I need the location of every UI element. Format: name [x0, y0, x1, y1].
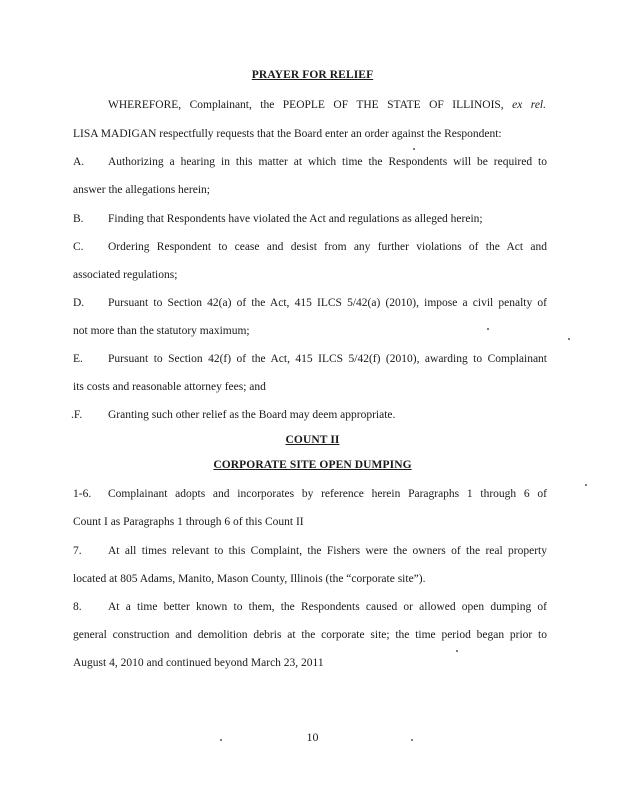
count-paragraph-7-continuation: located at 805 Adams, Manito, Mason County, Illinois (the “corporate site”).: [73, 573, 426, 585]
prayer-item-text: Finding that Respondents have violated the Act and regulations as alleged herein;: [108, 213, 483, 225]
prayer-item-label: .F.: [71, 409, 83, 421]
page-number: 10: [306, 730, 319, 744]
prayer-for-relief-heading: PRAYER FOR RELIEF: [251, 69, 374, 81]
prayer-item-b: [73, 212, 547, 226]
prayer-item-e: [73, 352, 547, 366]
prayer-item-f: [71, 408, 545, 422]
count-paragraph-1-6: [73, 487, 547, 501]
paragraph-text: Complainant adopts and incorporates by reference herein Paragraphs 1 through 6 of: [108, 488, 547, 500]
wherefore-text: WHEREFORE, Complainant, the PEOPLE OF THE STATE OF ILLINOIS,: [108, 99, 504, 111]
prayer-item-text: Ordering Respondent to cease and desist from any further violations of the Act and: [108, 241, 547, 253]
count-subheading: CORPORATE SITE OPEN DUMPING: [213, 459, 412, 471]
count-paragraph-8-continuation-2: August 4, 2010 and continued beyond March 23, 2011: [73, 657, 324, 669]
paragraph-label: 8.: [73, 601, 82, 613]
paragraph-text: At a time better known to them, the Respondents caused or allowed open dumping of: [108, 601, 547, 613]
count-heading: COUNT II: [285, 434, 340, 446]
prayer-item-d: [73, 296, 547, 310]
paragraph-label: 7.: [73, 545, 82, 557]
scan-speck: [487, 328, 489, 330]
scan-speck: [220, 739, 222, 741]
prayer-item-text: Pursuant to Section 42(a) of the Act, 415 ILCS 5/42(a) (2010), impose a civil penalty of: [108, 297, 547, 309]
prayer-item-label: C.: [73, 241, 84, 253]
prayer-item-label: A.: [73, 156, 85, 168]
prayer-item-label: E.: [73, 353, 83, 365]
prayer-item-label: D.: [73, 297, 85, 309]
prayer-item-c: [73, 240, 547, 254]
prayer-item-e-continuation: its costs and reasonable attorney fees; and: [73, 381, 266, 393]
prayer-item-c-continuation: associated regulations;: [73, 269, 178, 281]
count-paragraph-8: [73, 600, 547, 614]
wherefore-continuation: LISA MADIGAN respectfully requests that the Board enter an order against the Respondent:: [73, 128, 502, 140]
scan-speck: [413, 148, 415, 150]
count-paragraph-1-6-continuation: Count I as Paragraphs 1 through 6 of this Count II: [73, 516, 304, 528]
prayer-item-text: Authorizing a hearing in this matter at which time the Respondents will be required to: [108, 156, 547, 168]
prayer-item-a-continuation: answer the allegations herein;: [73, 184, 210, 196]
wherefore-line: [108, 98, 546, 112]
paragraph-text: At all times relevant to this Complaint, the Fishers were the owners of the real property: [108, 545, 547, 557]
prayer-item-label: B.: [73, 213, 84, 225]
prayer-item-a: [73, 155, 547, 169]
ex-rel-text: ex rel.: [512, 99, 546, 111]
prayer-item-text: Granting such other relief as the Board may deem appropriate.: [108, 409, 396, 421]
scan-speck: [585, 484, 587, 486]
count-paragraph-7: [73, 544, 547, 558]
scan-speck: [411, 739, 413, 741]
prayer-item-d-continuation: not more than the statutory maximum;: [73, 325, 250, 337]
prayer-item-text: Pursuant to Section 42(f) of the Act, 415 ILCS 5/42(f) (2010), awarding to Complainant: [108, 353, 547, 365]
count-paragraph-8-continuation: general construction and demolition debris at the corporate site; the time period began prior to: [73, 629, 547, 641]
scan-speck: [456, 650, 458, 652]
paragraph-label: 1-6.: [73, 488, 92, 500]
scan-speck: [568, 338, 570, 340]
